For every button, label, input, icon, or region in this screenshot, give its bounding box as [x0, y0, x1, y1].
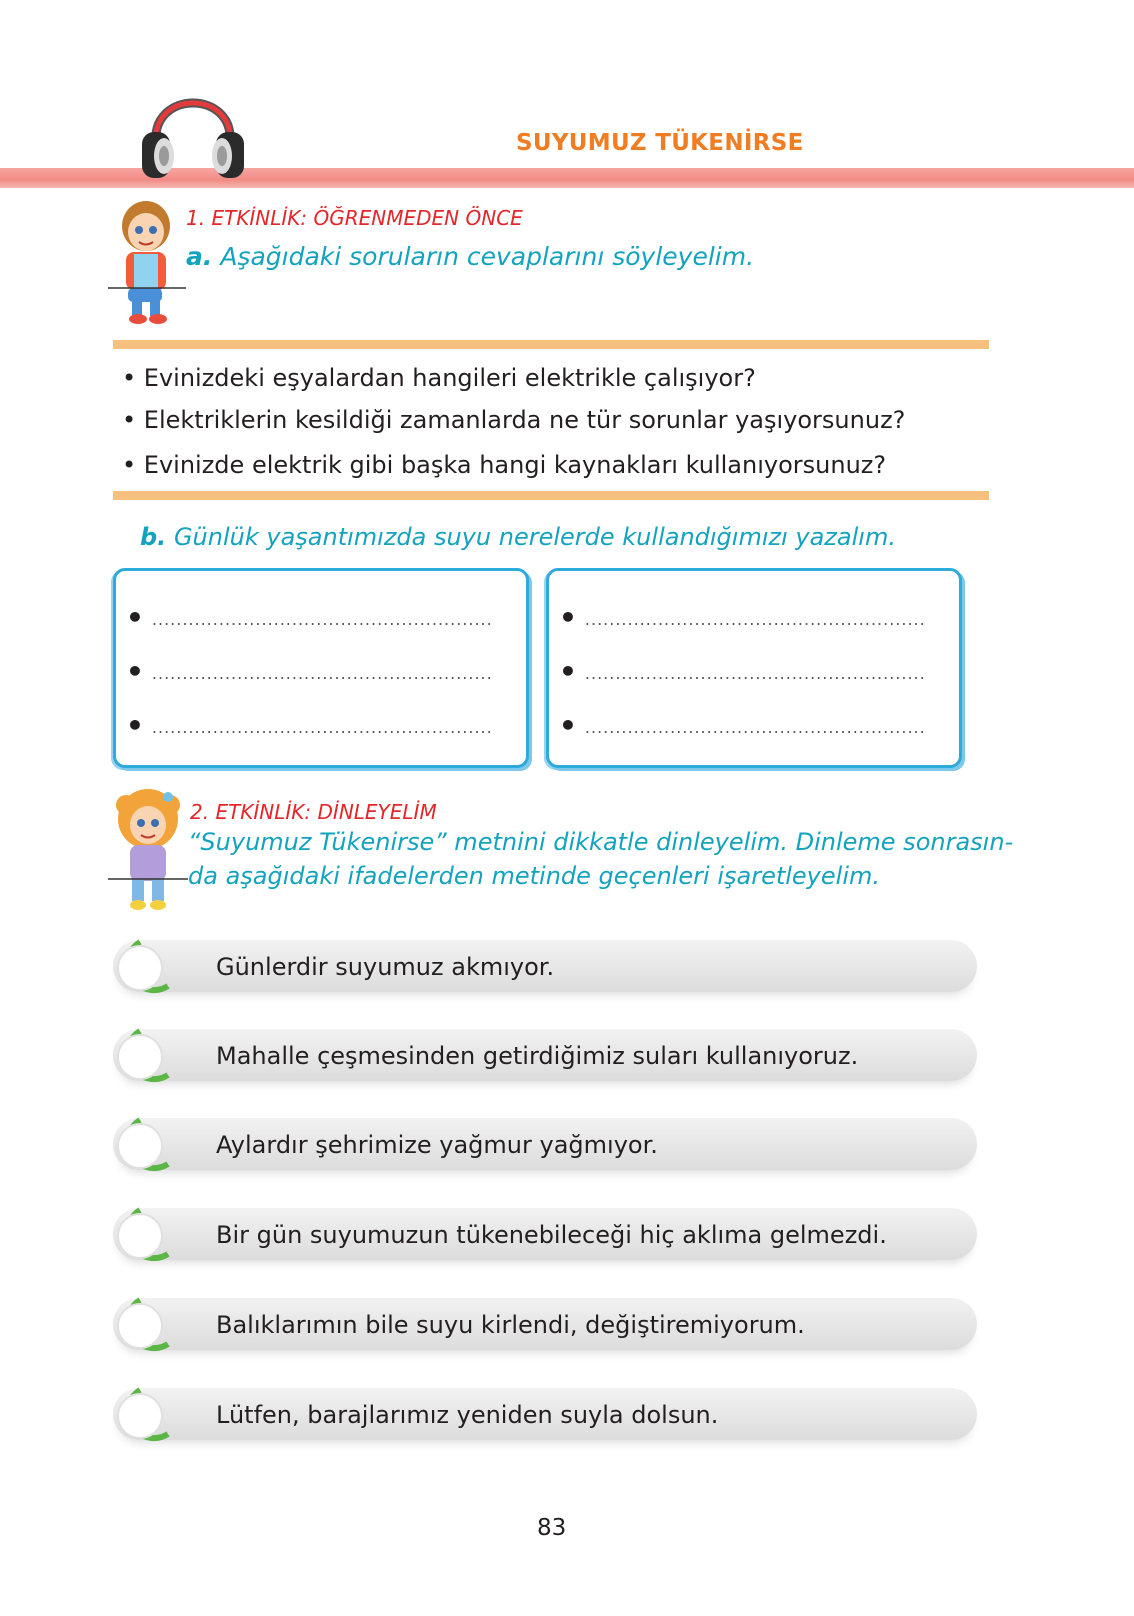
- statement-item: [113, 1118, 977, 1170]
- question-box-top-rule: [113, 340, 989, 349]
- statement-item: [113, 1388, 977, 1440]
- page-number: 83: [537, 1515, 567, 1541]
- checkbox-circle-icon[interactable]: [110, 938, 174, 998]
- answer-line[interactable]: • ........................................................: [559, 709, 926, 742]
- statement-text: Balıklarımın bile suyu kirlendi, değiştiremiyorum.: [216, 1311, 805, 1339]
- question-item: • Elektriklerin kesildiği zamanlarda ne tür sorunlar yaşıyorsunuz?: [122, 406, 905, 434]
- boy-illustration: [108, 198, 186, 328]
- statement-item: [113, 1029, 977, 1081]
- statement-text: Mahalle çeşmesinden getirdiğimiz suları kullanıyoruz.: [216, 1042, 859, 1070]
- question-item: • Evinizdeki eşyalardan hangileri elektrikle çalışıyor?: [122, 364, 756, 392]
- statement-text: Aylardır şehrimize yağmur yağmıyor.: [216, 1131, 658, 1159]
- part-a-text: Aşağıdaki soruların cevaplarını söyleyelim.: [220, 242, 755, 271]
- question-box-bottom-rule: [113, 491, 989, 500]
- part-b-label: b.: [140, 523, 167, 551]
- activity2-instruction-line2: da aşağıdaki ifadelerden metinde geçenleri işaretleyelim.: [188, 862, 880, 890]
- part-a-label: a.: [186, 242, 213, 271]
- activity1-part-a: [186, 242, 754, 271]
- activity2-title: 2. ETKİNLİK: DİNLEYELİM: [190, 800, 437, 824]
- checkbox-circle-icon[interactable]: [110, 1027, 174, 1087]
- part-b-text: Günlük yaşantımızda suyu nerelerde kullandığımızı yazalım.: [173, 523, 896, 551]
- answer-line[interactable]: • ........................................................: [559, 655, 926, 688]
- answer-line[interactable]: • ........................................................: [559, 601, 926, 634]
- statement-item: [113, 1208, 977, 1260]
- answer-box-left: [113, 568, 529, 768]
- headphones-icon: [138, 80, 248, 188]
- answer-line[interactable]: • ........................................................: [126, 709, 493, 742]
- checkbox-circle-icon[interactable]: [110, 1116, 174, 1176]
- girl-illustration: [108, 785, 188, 920]
- activity2-instruction-line1: “Suyumuz Tükenirse” metnini dikkatle dinleyelim. Dinleme sonrasın-: [188, 828, 1014, 856]
- activity1-title: 1. ETKİNLİK: ÖĞRENMEDEN ÖNCE: [186, 206, 523, 230]
- question-item: • Evinizde elektrik gibi başka hangi kaynakları kullanıyorsunuz?: [122, 451, 886, 479]
- statement-item: [113, 1298, 977, 1350]
- answer-line[interactable]: • ........................................................: [126, 655, 493, 688]
- statement-text: Günlerdir suyumuz akmıyor.: [216, 953, 555, 981]
- checkbox-circle-icon[interactable]: [110, 1206, 174, 1266]
- statement-text: Bir gün suyumuzun tükenebileceği hiç aklıma gelmezdi.: [216, 1221, 887, 1249]
- statement-item: [113, 940, 977, 992]
- checkbox-circle-icon[interactable]: [110, 1296, 174, 1356]
- answer-line[interactable]: • ........................................................: [126, 601, 493, 634]
- checkbox-circle-icon[interactable]: [110, 1386, 174, 1446]
- answer-box-right: [546, 568, 962, 768]
- page-title: SUYUMUZ TÜKENİRSE: [516, 130, 804, 156]
- statement-text: Lütfen, barajlarımız yeniden suyla dolsun.: [216, 1401, 719, 1429]
- activity1-part-b: [140, 523, 896, 551]
